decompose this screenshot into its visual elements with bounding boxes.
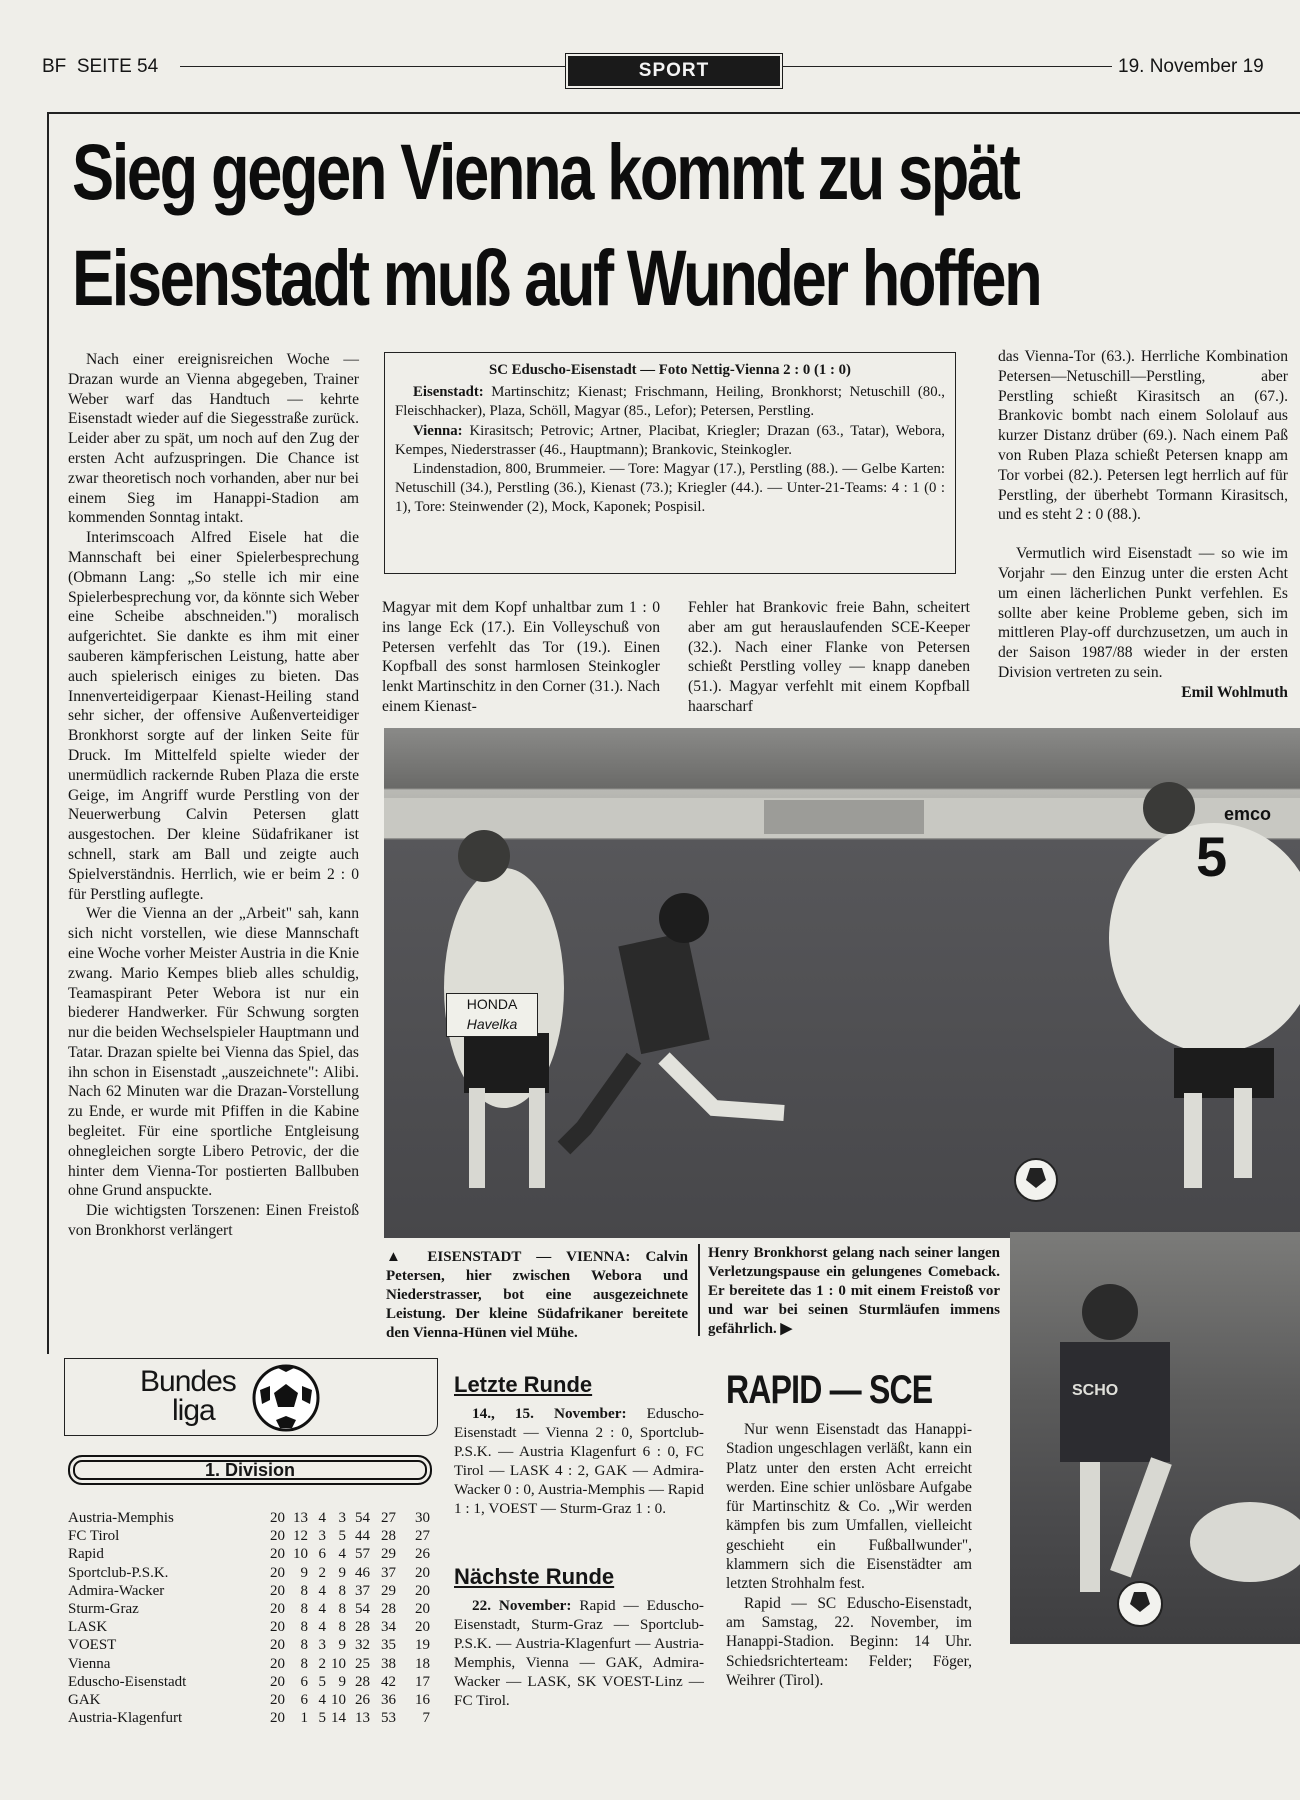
stat-cell: 18 bbox=[415, 1655, 430, 1672]
division-label: 1. Division bbox=[204, 1460, 296, 1480]
stat-cell: 38 bbox=[381, 1655, 396, 1672]
stat-cell: 8 bbox=[338, 1601, 346, 1618]
naechste-runde-title: Nächste Runde bbox=[454, 1564, 615, 1589]
letzte-runde-block bbox=[454, 1372, 704, 1518]
stat-cell: 20 bbox=[270, 1510, 285, 1526]
stat-cell: 20 bbox=[415, 1619, 430, 1636]
rule-left bbox=[180, 66, 565, 67]
stat-cell: 9 bbox=[300, 1564, 308, 1581]
jersey-number: 5 bbox=[1196, 825, 1228, 888]
stat-cell: 20 bbox=[270, 1655, 285, 1672]
football-icon bbox=[250, 1362, 322, 1434]
table-row bbox=[68, 1691, 430, 1709]
stat-cell: 29 bbox=[381, 1546, 396, 1563]
team-name: Austria-Klagenfurt bbox=[68, 1710, 183, 1727]
stat-cell: 5 bbox=[318, 1673, 326, 1690]
team-name: Austria-Memphis bbox=[68, 1510, 174, 1526]
stat-cell: 34 bbox=[381, 1619, 396, 1636]
naechste-runde-text bbox=[454, 1596, 704, 1710]
jersey-sponsor-honda: HONDA bbox=[466, 996, 518, 1012]
stat-cell: 27 bbox=[381, 1510, 396, 1526]
team-name: VOEST bbox=[68, 1637, 117, 1654]
stat-cell: 13 bbox=[355, 1710, 370, 1727]
stat-cell: 20 bbox=[270, 1601, 285, 1618]
col1-para-1: Nach einer ereignisreichen Woche — Drazan wurde an Vienna abgegeben, Trainer Weber warf das Handtuch — kehrte Eisenstadt wieder auf die Siegesstraße zurück. Leider aber zu spät, um noch auf den Zug der ersten Acht aufzuspringen. Die Chance ist zwar theoretisch noch vorhanden, aber nur bei einem Sieg im Hanappi-Stadion am kommenden Sonntag intakt. bbox=[68, 351, 359, 527]
naechste-runde-block bbox=[454, 1564, 704, 1710]
headline-line-1: Sieg gegen Vienna kommt zu spät bbox=[72, 127, 1019, 216]
stat-cell: 37 bbox=[381, 1564, 396, 1581]
letzte-runde-results: Eduscho-Eisenstadt — Vienna 2 : 0, Sportclub-P.S.K. — Austria Klagenfurt 6 : 0, FC Tirol — LASK 4 : 2, GAK — Admira-Wacker 0 : 0, Austria-Memphis — Rapid 1 : 1, VOEST — Sturm-Graz 1 : 0. bbox=[454, 1405, 704, 1517]
stat-cell: 36 bbox=[381, 1692, 396, 1709]
table-row bbox=[68, 1582, 430, 1600]
table-row bbox=[68, 1636, 430, 1654]
stat-cell: 53 bbox=[381, 1710, 396, 1727]
stat-cell: 54 bbox=[355, 1510, 370, 1526]
article-column-4 bbox=[998, 347, 1288, 703]
team-name: GAK bbox=[68, 1692, 101, 1709]
infobox-vienna bbox=[395, 422, 945, 460]
main-match-photo bbox=[384, 728, 1300, 1238]
stat-cell: 16 bbox=[415, 1692, 430, 1709]
bundesliga-logo-line-1: Bundes bbox=[140, 1365, 236, 1398]
stat-cell: 20 bbox=[270, 1637, 285, 1654]
jersey-sponsor-havelka: Havelka bbox=[466, 1016, 518, 1032]
stat-cell: 4 bbox=[318, 1619, 326, 1636]
infobox-vienna-label: Vienna: bbox=[413, 422, 463, 439]
stat-cell: 6 bbox=[300, 1673, 308, 1690]
stat-cell: 44 bbox=[355, 1528, 370, 1545]
stat-cell: 20 bbox=[270, 1528, 285, 1545]
stat-cell: 20 bbox=[415, 1582, 430, 1599]
stat-cell: 20 bbox=[415, 1564, 430, 1581]
stat-cell: 4 bbox=[338, 1546, 346, 1563]
stat-cell: 9 bbox=[338, 1673, 346, 1690]
stat-cell: 8 bbox=[300, 1655, 308, 1672]
article-column-1 bbox=[68, 350, 359, 1241]
col1-para-4: Die wichtigsten Torszenen: Einen Freistoß von Bronkhorst verlängert bbox=[68, 1202, 359, 1240]
rapid-article bbox=[726, 1420, 972, 1690]
stat-cell: 4 bbox=[318, 1510, 326, 1526]
stat-cell: 8 bbox=[300, 1637, 308, 1654]
col4-para-2: Vermutlich wird Eisenstadt — so wie im Vorjahr — den Einzug unter die ersten Acht um einen lächerlichen Punkt verfehlen. Es sollte aber keine Probleme geben, sich im mittleren Play-off durchzusetzen, um auch in der Saison 1987/88 wieder in der ersten Division vertreten zu sein. bbox=[998, 545, 1288, 681]
secondary-photo-scene bbox=[1010, 1232, 1300, 1644]
stat-cell: 20 bbox=[270, 1546, 285, 1563]
article-column-2: Magyar mit dem Kopf unhaltbar zum 1 : 0 ins lange Eck (17.). Ein Volleyschuß von Petersen verfehlt das Tor (19.). Einen Kopfball des sonst harmlosen Steinkogler lenkt Martinschitz in den Corner (31.). Nach einem Kienast- bbox=[382, 599, 661, 715]
table-row bbox=[68, 1655, 430, 1673]
team-name: Rapid bbox=[68, 1546, 104, 1563]
stat-cell: 20 bbox=[270, 1582, 285, 1599]
stat-cell: 9 bbox=[338, 1637, 346, 1654]
infobox-match: SC Eduscho-Eisenstadt — Foto Nettig-Vienna 2 : 0 (1 : 0) bbox=[489, 362, 851, 378]
stat-cell: 26 bbox=[355, 1692, 370, 1709]
stat-cell: 4 bbox=[318, 1601, 326, 1618]
stat-cell: 10 bbox=[331, 1655, 346, 1672]
photo-scene bbox=[384, 728, 1300, 1238]
stat-cell: 28 bbox=[381, 1528, 396, 1545]
stat-cell: 3 bbox=[318, 1528, 326, 1545]
stat-cell: 5 bbox=[318, 1710, 326, 1727]
table-row bbox=[68, 1527, 430, 1545]
stat-cell: 27 bbox=[415, 1528, 430, 1545]
stat-cell: 5 bbox=[338, 1528, 346, 1545]
page-date: 19. November 19 bbox=[1118, 56, 1264, 77]
section-badge bbox=[568, 56, 780, 86]
section-label: SPORT bbox=[638, 60, 710, 81]
rapid-title: RAPID — SCE bbox=[726, 1368, 933, 1412]
naechste-runde-date: 22. November: bbox=[472, 1597, 572, 1614]
division-banner bbox=[68, 1455, 432, 1485]
team-name: Vienna bbox=[68, 1655, 111, 1672]
caption-right: Henry Bronkhorst gelang nach seiner langen Verletzungspause ein gelungenes Comeback. Er bereitete das 1 : 0 mit einem Freistoß vor und war bei seinen Sturmläufen immens gefährlich. ▶ bbox=[708, 1245, 1000, 1337]
infobox-eisenstadt-label: Eisenstadt: bbox=[413, 384, 484, 401]
stat-cell: 8 bbox=[300, 1601, 308, 1618]
stat-cell: 46 bbox=[355, 1564, 370, 1581]
stat-cell: 26 bbox=[415, 1546, 430, 1563]
table-row bbox=[68, 1618, 430, 1636]
stat-cell: 1 bbox=[300, 1710, 308, 1727]
stat-cell: 20 bbox=[270, 1692, 285, 1709]
stat-cell: 6 bbox=[318, 1546, 326, 1563]
article-column-3: Fehler hat Brankovic freie Bahn, scheitert aber am gut herauslaufenden SCE-Keeper (32.). Nach einer Flanke von Petersen schießt Perstling volley — knapp daneben (51.). Magyar verfehlt mit einem Kopfball haarscharf bbox=[688, 599, 970, 715]
stat-cell: 35 bbox=[381, 1637, 396, 1654]
table-row bbox=[68, 1673, 430, 1691]
col1-para-2: Interimscoach Alfred Eisele hat die Mannschaft bei einer Spielerbesprechung (Obmann Lang: „So stelle ich mir eine Spielerbesprechung vor, da könnte sich Weber eine Scheibe abschneiden.") moralisch aufgerichtet. Sie dankte es ihm mit einer sauberen kämpferischen Leistung, hatte aber auch spielerisch einiges zu bieten. Das Innenverteidigerpaar Kienast-Heiling stand sehr sicher, der offensive Außenverteidiger Bronkhorst sorgte auf der linken Seite für Druck. Im Mittelfeld spielte wieder der unermüdlich rackernde Ruben Plaza die erste Geige, im Angriff wurde Perstling von der Neuerwerbung Calvin Petersen glatt ausgestochen. Der kleine Südafrikaner ist schnell, stark am Ball und zeigte auch Spielverständnis. Herrlich, wie er beim 2 : 0 für Perstling auflegte. bbox=[68, 529, 359, 903]
stat-cell: 6 bbox=[300, 1692, 308, 1709]
stat-cell: 3 bbox=[338, 1510, 346, 1526]
jersey-sponsor-top: emco bbox=[1224, 804, 1272, 824]
stat-cell: 4 bbox=[318, 1582, 326, 1599]
table-row bbox=[68, 1545, 430, 1563]
caption-divider bbox=[698, 1244, 700, 1336]
stat-cell: 9 bbox=[338, 1564, 346, 1581]
infobox-eisenstadt-text: Martinschitz; Kienast; Frischmann, Heiling, Bronkhorst; Netuschill (80., Fleischhacker), Plaza, Schöll, Magyar (85., Lefor); Petersen, Perstling. bbox=[395, 384, 945, 420]
stat-cell: 20 bbox=[270, 1673, 285, 1690]
bundesliga-logo bbox=[140, 1367, 236, 1425]
stat-cell: 8 bbox=[300, 1619, 308, 1636]
stat-cell: 20 bbox=[270, 1564, 285, 1581]
stat-cell: 20 bbox=[270, 1710, 285, 1727]
stat-cell: 8 bbox=[300, 1582, 308, 1599]
stat-cell: 12 bbox=[293, 1528, 308, 1545]
stat-cell: 3 bbox=[318, 1637, 326, 1654]
stat-cell: 37 bbox=[355, 1582, 370, 1599]
stat-cell: 19 bbox=[415, 1637, 430, 1654]
stat-cell: 8 bbox=[338, 1619, 346, 1636]
letzte-runde-title: Letzte Runde bbox=[454, 1372, 593, 1397]
author-byline: Emil Wohlmuth bbox=[1181, 683, 1288, 701]
stat-cell: 28 bbox=[381, 1601, 396, 1618]
stat-cell: 4 bbox=[318, 1692, 326, 1709]
stat-cell: 14 bbox=[331, 1710, 346, 1727]
secondary-photo bbox=[1010, 1232, 1300, 1644]
secondary-jersey-text: SCHO bbox=[1072, 1382, 1119, 1399]
naechste-runde-fixtures: Rapid — Eduscho-Eisenstadt, Sturm-Graz — Sportclub-P.S.K. — Austria-Klagenfurt — Austria-Memphis, Vienna — GAK, Admira-Wacker — LASK, SK VOEST-Linz — FC Tirol. bbox=[454, 1597, 704, 1709]
stat-cell: 13 bbox=[293, 1510, 308, 1526]
stat-cell: 20 bbox=[415, 1601, 430, 1618]
letzte-runde-date: 14., 15. November: bbox=[472, 1405, 627, 1422]
stat-cell: 30 bbox=[415, 1510, 430, 1526]
letzte-runde-text bbox=[454, 1404, 704, 1518]
rapid-para-2: Rapid — SC Eduscho-Eisenstadt, am Samstag, 22. November, im Hanappi-Stadion. Beginn: 14 Uhr. Schiedsrichterteam: Felder; Föger, Weihrer (Tirol). bbox=[726, 1594, 972, 1689]
stat-cell: 7 bbox=[422, 1710, 430, 1727]
stat-cell: 17 bbox=[415, 1673, 430, 1690]
team-name: FC Tirol bbox=[68, 1528, 120, 1545]
headline-line-2: Eisenstadt muß auf Wunder hoffen bbox=[72, 233, 1041, 322]
infobox-vienna-text: Kirasitsch; Petrovic; Artner, Placibat, Kriegler; Drazan (63., Tatar), Webora, Kempes, Niederstrasser (46., Hauptmann); Brankovic, Steinkogler. bbox=[395, 422, 945, 458]
stat-cell: 32 bbox=[355, 1637, 370, 1654]
rule-right bbox=[782, 66, 1112, 67]
caption-left: ▲ EISENSTADT — VIENNA: Calvin Petersen, hier zwischen Webora und Niederstrasser, bot eine ausgezeichnete Leistung. Der kleine Südafrikaner bereitete den Vienna-Hünen viel Mühe. bbox=[386, 1249, 688, 1341]
team-name: Admira-Wacker bbox=[68, 1582, 165, 1599]
stat-cell: 54 bbox=[355, 1601, 370, 1618]
stat-cell: 28 bbox=[355, 1619, 370, 1636]
stat-cell: 28 bbox=[355, 1673, 370, 1690]
stat-cell: 42 bbox=[381, 1673, 396, 1690]
stat-cell: 2 bbox=[318, 1564, 326, 1581]
table-row bbox=[68, 1564, 430, 1582]
table-row bbox=[68, 1600, 430, 1618]
bundesliga-logo-line-2: liga bbox=[172, 1394, 215, 1427]
table-row bbox=[68, 1509, 430, 1527]
stat-cell: 29 bbox=[381, 1582, 396, 1599]
team-name: Sturm-Graz bbox=[68, 1601, 139, 1618]
match-infobox bbox=[384, 352, 956, 574]
stat-cell: 8 bbox=[338, 1582, 346, 1599]
team-name: LASK bbox=[68, 1619, 108, 1636]
team-name: Eduscho-Eisenstadt bbox=[68, 1673, 187, 1690]
league-table bbox=[68, 1509, 430, 1727]
table-row bbox=[68, 1709, 430, 1727]
col4-para-1: das Vienna-Tor (63.). Herrliche Kombination Petersen—Netuschill—Perstling, aber Perstling schießt Kirasitsch an (67.). Brankovic bombt nach einem Sololauf aus kurzer Distanz drüber (69.). Nach einem Paß von Ruben Plaza schießt Petersen knapp am Tor vorbei (82.). Petersen legt herrlich auf für Perstling, der überhebt Tormann Kirasitsch, und es steht 2 : 0 (88.). bbox=[998, 348, 1288, 524]
stat-cell: 20 bbox=[270, 1619, 285, 1636]
stat-cell: 25 bbox=[355, 1655, 370, 1672]
page-label: BF SEITE 54 bbox=[42, 56, 159, 77]
infobox-details: Lindenstadion, 800, Brummeier. — Tore: Magyar (17.), Perstling (88.). — Gelbe Karten: Netuschill (34.), Perstling (36.), Kienast (73.); Kriegler (44.). — Unter-21-Teams: 4 : 1 (0 : 1), Tore: Steinwender (2), Mock, Kaponek; Pospisil. bbox=[395, 461, 945, 516]
stat-cell: 2 bbox=[318, 1655, 326, 1672]
stat-cell: 10 bbox=[331, 1692, 346, 1709]
jersey-sponsor-left bbox=[446, 993, 538, 1037]
infobox-eisenstadt bbox=[395, 383, 945, 421]
stat-cell: 10 bbox=[293, 1546, 308, 1563]
stat-cell: 57 bbox=[355, 1546, 370, 1563]
rapid-para-1: Nur wenn Eisenstadt das Hanappi-Stadion ungeschlagen verläßt, kann ein Platz unter den ersten Acht erreicht werden. Eine schier unlösbare Aufgabe für Martinschitz & Co. „Wir werden kämpfen bis zum Umfallen, vielleicht geschieht ein Fußballwunder", klammern sich die Eisenstädter am letzten Strohhalm fest. bbox=[726, 1421, 972, 1593]
team-name: Sportclub-P.S.K. bbox=[68, 1564, 169, 1581]
col1-para-3: Wer die Vienna an der „Arbeit" sah, kann sich nicht vorstellen, wie diese Mannschaft eine Woche vorher Meister Austria in die Knie zwang. Mario Kempes blieb alles schuldig, Teamaspirant Peter Webora ist nur ein biederer Handwerker. Für Schwung sorgten nur die beiden Wechselspieler Hauptmann und Tatar. Drazan spielte bei Vienna das Spiel, das ihn schon in Eisenstadt „auszeichnete": Alibi. Nach 62 Minuten war die Drazan-Vorstellung zu Ende, er wurde mit Pfiffen in die Kabine begleitet. Für eine sportliche Entgleisung ohnegleichen sorgte Libero Petrovic, der die hinter dem Vienna-Tor postierten Ballbuben ohne Grund anspuckte. bbox=[68, 905, 359, 1200]
